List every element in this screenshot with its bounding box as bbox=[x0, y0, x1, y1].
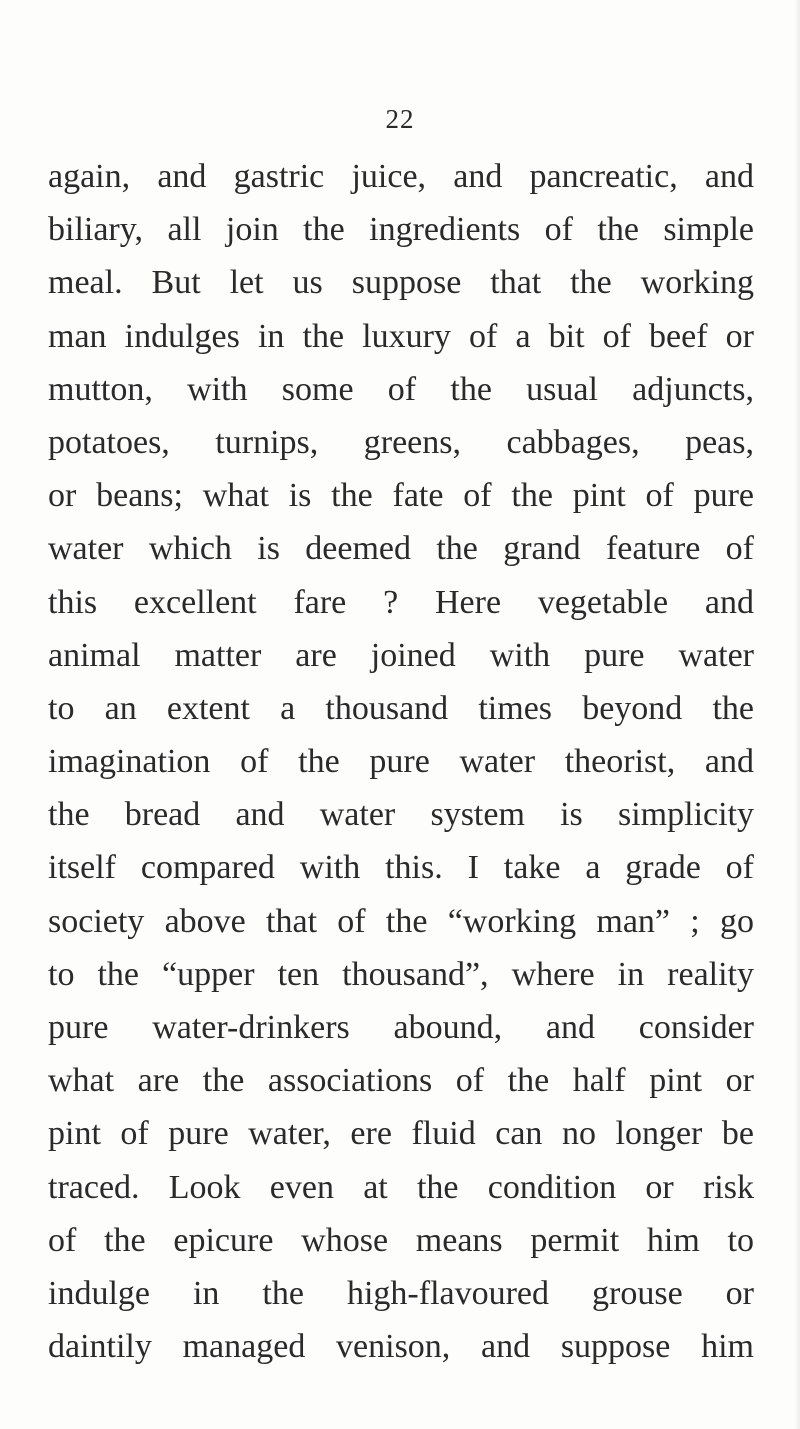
text-line: man indulges in the luxury of a bit of beef or bbox=[48, 317, 754, 355]
page-edge-shadow bbox=[794, 0, 800, 1429]
text-line: indulge in the high-flavoured grouse or bbox=[48, 1274, 754, 1312]
text-line: potatoes, turnips, greens, cabbages, peas, bbox=[48, 423, 754, 461]
text-line: animal matter are joined with pure water bbox=[48, 636, 754, 674]
text-line: the bread and water system is simplicity bbox=[48, 796, 754, 834]
text-line: itself compared with this. I take a grade of bbox=[48, 849, 754, 887]
text-line: biliary, all join the ingredients of the simple bbox=[48, 211, 754, 249]
text-line: what are the associations of the half pint or bbox=[48, 1062, 754, 1100]
text-line: traced. Look even at the condition or risk bbox=[48, 1168, 754, 1206]
text-line: pure water-drinkers abound, and consider bbox=[48, 1009, 754, 1046]
text-line: imagination of the pure water theorist, and bbox=[48, 743, 754, 781]
text-line: or beans; what is the fate of the pint of pure bbox=[48, 477, 754, 515]
page-number: 22 bbox=[385, 104, 415, 134]
text-line: daintily managed venison, and suppose him bbox=[48, 1328, 754, 1366]
text-line: mutton, with some of the usual adjuncts, bbox=[48, 370, 754, 408]
text-line: to an extent a thousand times beyond the bbox=[48, 689, 754, 727]
text-line: meal. But let us suppose that the working bbox=[48, 264, 754, 302]
text-line: pint of pure water, ere fluid can no longer be bbox=[48, 1115, 754, 1153]
text-line: society above that of the “working man” ; go bbox=[48, 902, 754, 940]
text-line: this excellent fare ? Here vegetable and bbox=[48, 583, 754, 621]
text-line: to the “upper ten thousand”, where in reality bbox=[48, 955, 754, 993]
text-line: again, and gastric juice, and pancreatic, and bbox=[48, 158, 754, 195]
text-line: water which is deemed the grand feature of bbox=[48, 530, 754, 568]
text-line: of the epicure whose means permit him to bbox=[48, 1221, 754, 1259]
body-text bbox=[48, 150, 754, 1373]
